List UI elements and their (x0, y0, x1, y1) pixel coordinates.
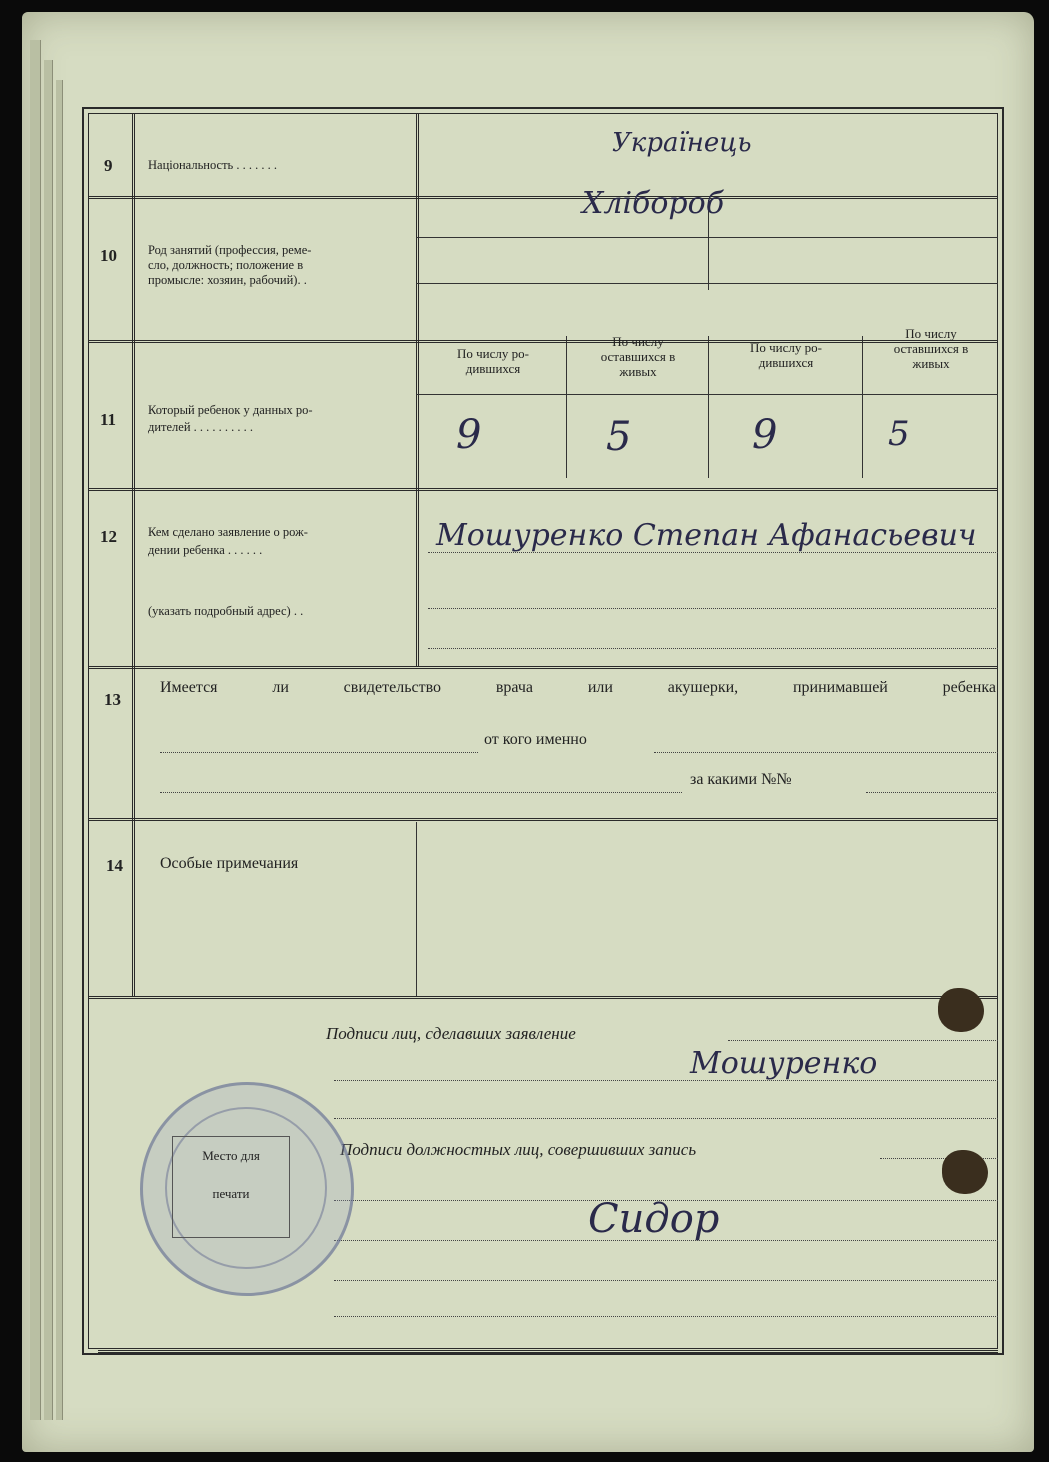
page-edge (44, 60, 53, 1420)
field-line (416, 283, 998, 284)
field-line (416, 237, 998, 238)
address-label: (указать подробный адрес) . . (148, 604, 304, 618)
born-count: 9 (456, 412, 482, 458)
stamp-place-line2: печати (212, 1186, 250, 1201)
row-number: 13 (104, 690, 121, 709)
label-column-divider (416, 822, 417, 996)
certificate-question: Имеется ли свидетельство врача или акушерки, принимавшей ребенка (160, 679, 996, 696)
col-living-header: По числу оставшихся в живых (600, 334, 676, 379)
column-divider (862, 336, 863, 478)
row-number: 10 (100, 246, 117, 265)
nationality-label: Національность . . . . . . . (148, 158, 277, 172)
dotted-line (334, 1080, 998, 1081)
living-count-2: 5 (888, 414, 910, 454)
column-divider (566, 336, 567, 478)
child-order-label-line1: Который ребенок у данных ро- (148, 403, 313, 417)
dotted-line (728, 1040, 998, 1041)
binding-hole (938, 988, 984, 1032)
officials-signature-title: Подписи должностных лиц, совершивших запись (340, 1140, 697, 1159)
spacer (160, 722, 998, 723)
row-divider (88, 196, 998, 199)
applicant-signature: Мошуренко (690, 1046, 878, 1081)
col-born-header-2: По числу ро- дившихся (750, 340, 822, 370)
applicants-signature-title: Подписи лиц, сделавших заявление (326, 1024, 576, 1043)
declarant-label-line2: дении ребенка . . . . . . (148, 543, 263, 557)
dotted-line (160, 752, 478, 753)
child-order-label-line2: дителей . . . . . . . . . . (148, 420, 254, 434)
occupation-label-line2: сло, должность; положение в (148, 258, 304, 272)
nationality-value: Українець (612, 128, 752, 158)
occupation-label-line1: Род занятий (профессия, реме- (148, 243, 312, 257)
dotted-line (654, 752, 998, 753)
column-divider (708, 336, 709, 478)
row-number: 9 (104, 156, 113, 175)
row-number: 11 (100, 410, 117, 429)
dotted-line (334, 1280, 998, 1281)
dotted-line (428, 608, 998, 609)
row-number: 14 (106, 856, 123, 875)
field-line (416, 394, 998, 395)
dotted-line (334, 1240, 998, 1241)
row-divider (88, 818, 998, 821)
numbers-label: за какими №№ (690, 771, 792, 788)
declarant-label-line1: Кем сделано заявление о рож- (148, 525, 308, 539)
binding-hole (942, 1150, 988, 1194)
dotted-line (334, 1118, 998, 1119)
occupation-value: Хлібороб (582, 186, 725, 221)
special-notes-label: Особые примечания (160, 855, 299, 872)
page-edge (30, 40, 41, 1420)
born-count-2: 9 (752, 412, 778, 458)
declarant-value: Мошуренко Степан Афанасьевич (436, 518, 977, 553)
row-divider (88, 488, 998, 491)
stamp-place-line1: Место для (202, 1148, 260, 1163)
col-born-header: По числу ро- дившихся (457, 346, 529, 376)
from-whom-label: от кого именно (484, 731, 587, 748)
official-signature: Сидор (588, 1196, 720, 1242)
dotted-line (160, 792, 682, 793)
dotted-line (334, 1316, 998, 1317)
dotted-line (428, 648, 998, 649)
living-count: 5 (606, 414, 632, 460)
number-column-divider (132, 113, 135, 996)
page-edge (56, 80, 63, 1420)
dotted-line (428, 552, 998, 553)
dotted-line (866, 792, 998, 793)
row-divider (88, 666, 998, 669)
row-divider (88, 996, 998, 999)
bottom-rule (98, 1350, 998, 1353)
col-living-header-2: По числу оставшихся в живых (893, 326, 969, 371)
occupation-label-line3: промысле: хозяин, рабочий). . (148, 273, 307, 287)
row-number: 12 (100, 527, 117, 546)
